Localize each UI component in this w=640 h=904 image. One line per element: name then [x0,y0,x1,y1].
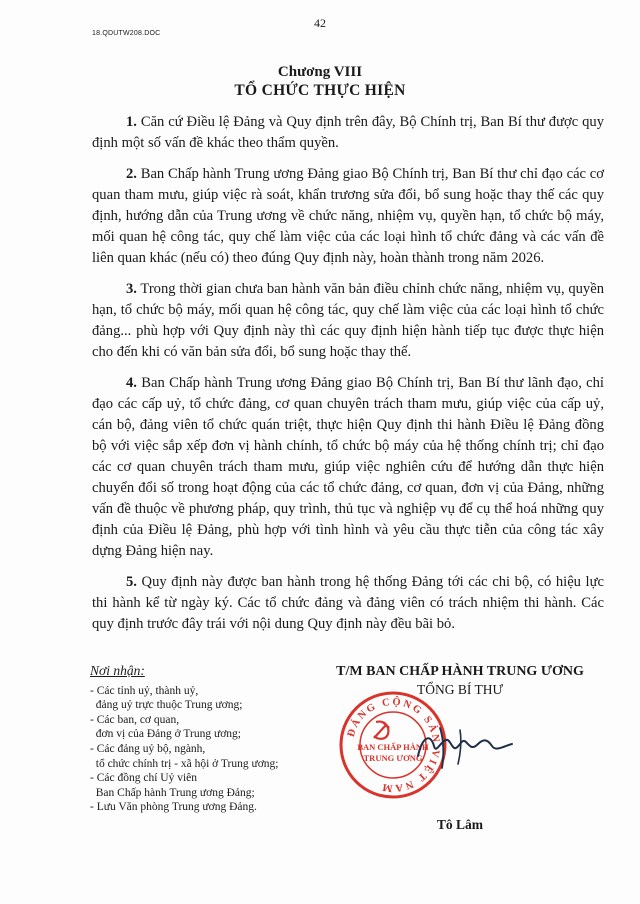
hammer-sickle-icon [374,722,389,739]
paragraph-text: Trong thời gian chưa ban hành văn bản điều chỉnh chức năng, nhiệm vụ, quyền hạn, tổ chức bộ máy, mối quan hệ công tác, quy chế làm việc của các loại hình tổ chức đảng... phù hợp với Quy định này thì các quy định hiện hành tiếp tục được thực hiện cho đến khi có văn bản sửa đổi, bổ sung hoặc thay thế. [92,281,604,360]
paragraph-text: Ban Chấp hành Trung ương Đảng giao Bộ Chính trị, Ban Bí thư chỉ đạo các cơ quan tham mưu, giúp việc rà soát, khẩn trương sửa đổi, bổ sung hoặc thay thế các quy định, hướng dẫn của Trung ương về chức năng, nhiệm vụ, quyền hạn, tổ chức bộ máy, mối quan hệ công tác, quy chế làm việc của các loại hình tổ chức đảng và các vấn đề liên quan khác (nếu có) theo đúng Quy định này, hoàn thành trong năm 2026. [92,166,604,266]
paragraph-4 [92,373,604,562]
paragraph-3 [92,279,604,363]
recipient-item: tổ chức chính trị - xã hội ở Trung ương; [90,757,279,770]
paragraph-number: 1. [126,114,137,130]
paragraph-1 [92,112,604,154]
paragraph-2 [92,164,604,269]
chapter-title: TỔ CHỨC THỰC HIỆN [234,82,406,99]
recipient-item: đảng uỷ trực thuộc Trung ương; [90,699,243,712]
paragraph-text: Căn cứ Điều lệ Đảng và Quy định trên đây, Bộ Chính trị, Ban Bí thư được quy định một số vấn đề khác theo thẩm quyền. [92,114,604,151]
paragraph-text: Ban Chấp hành Trung ương Đảng giao Bộ Chính trị, Ban Bí thư lãnh đạo, chỉ đạo các cấp uỷ, tổ chức đảng, cơ quan chuyên trách tham mưu, giúp việc của cấp uỷ, cán bộ, đảng viên tổ chức quán triệt, thực hiện Quy định thi hành Điều lệ Đảng đồng bộ với việc sắp xếp đơn vị hành chính, tổ chức bộ máy của hệ thống chính trị; chỉ đạo các cơ quan chuyên trách tham mưu, giúp việc nghiên cứu để hướng dẫn thực hiện chuyển đổi số trong hoạt động của các tổ chức đảng, cơ quan, đơn vị của Đảng, những vấn đề thuộc về phương pháp, quy trình, thủ tục và nghiệp vụ để cụ thể hoá những quy định của Điều lệ Đảng, phù hợp với tình hình và yêu cầu thực tiễn của công tác xây dựng Đảng hiện nay. [92,375,604,559]
chapter-number: Chương VIII [277,64,363,80]
signatory-role: TỔNG BÍ THƯ [417,682,503,697]
file-name: 18.QDUTW208.DOC [92,30,161,37]
recipient-item: Ban Chấp hành Trung ương Đảng; [90,786,255,799]
paragraph-number: 2. [126,166,137,182]
recipient-item: - Các đảng uỷ bộ, ngành, [90,742,206,755]
body-text [92,112,604,645]
signatory-name: Tô Lâm [436,817,484,832]
recipient-item: - Lưu Văn phòng Trung ương Đảng. [90,801,257,814]
seal-inner-line-1: BAN CHẤP HÀNH [357,742,429,752]
recipient-item: - Các ban, cơ quan, [90,713,180,726]
signatory-organization: T/M BAN CHẤP HÀNH TRUNG ƯƠNG [336,664,584,679]
paragraph-number: 3. [126,281,137,297]
page-number: 42 [314,16,326,30]
paragraph-text: Quy định này được ban hành trong hệ thống Đảng tới các chi bộ, có hiệu lực thi hành kể từ ngày ký. Các tổ chức đảng và đảng viên có trách nhiệm thi hành. Các quy định trước đây trái với nội dung Quy định này đều bãi bỏ. [92,574,604,632]
paragraph-5 [92,572,604,635]
recipients-heading: Nơi nhận: [90,663,145,678]
seal-inner-line-2: TRUNG ƯƠNG [363,753,423,763]
recipient-item: - Các tỉnh uỷ, thành uỷ, [90,684,199,697]
recipient-item: - Các đồng chí Uỷ viên [90,772,197,785]
paragraph-number: 5. [126,574,137,590]
seal-outer-text: ĐẢNG CỘNG SẢN VIỆT NAM [345,696,442,794]
recipient-item: đơn vị của Đảng ở Trung ương; [90,728,241,741]
paragraph-number: 4. [126,375,137,391]
handwritten-signature [400,716,530,776]
recipients-list [90,664,350,815]
